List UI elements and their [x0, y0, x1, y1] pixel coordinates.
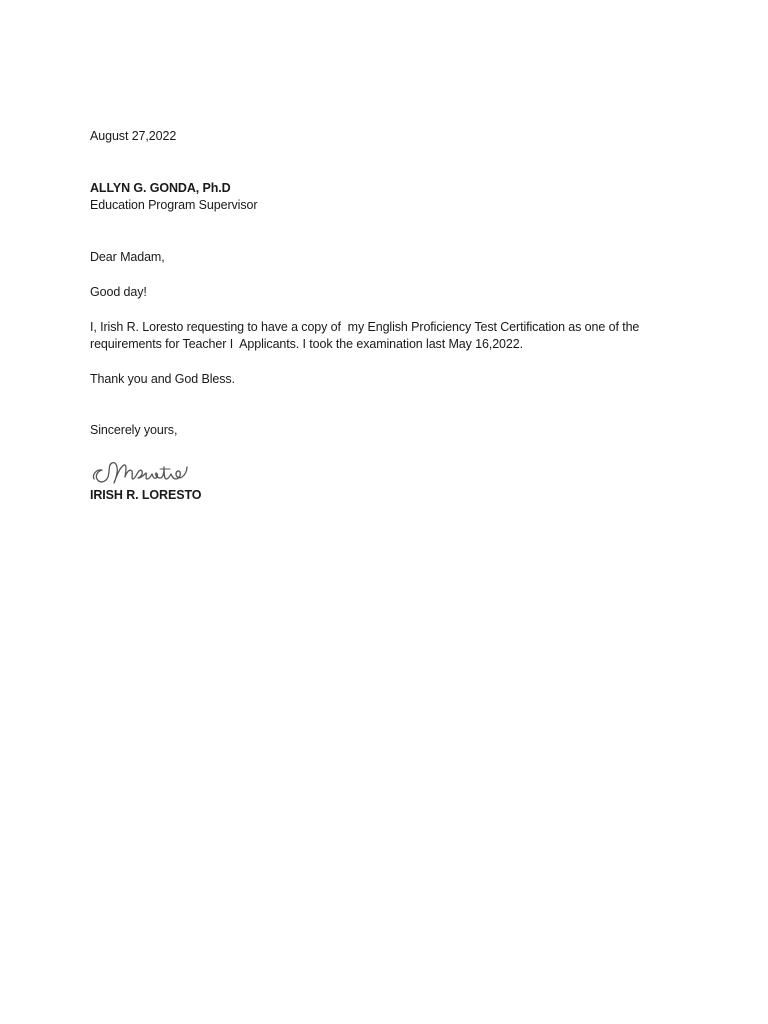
recipient-name: ALLYN G. GONDA, Ph.D — [90, 181, 231, 195]
salutation: Dear Madam, — [90, 250, 165, 264]
recipient-title: Education Program Supervisor — [90, 198, 258, 212]
greeting: Good day! — [90, 285, 147, 299]
letter-date: August 27,2022 — [90, 129, 177, 143]
closing-thanks: Thank you and God Bless. — [90, 372, 235, 386]
recipient-block — [90, 180, 690, 214]
letter-body — [90, 128, 690, 504]
body-line: I, Irish R. Loresto requesting to have a copy of my English Proficiency Test Certification as one of the — [90, 320, 640, 334]
handwritten-signature — [90, 457, 200, 489]
valediction: Sincerely yours, — [90, 423, 178, 437]
signer-name: IRISH R. LORESTO — [90, 488, 202, 502]
body-paragraph — [90, 319, 690, 353]
body-line: requirements for Teacher I Applicants. I took the examination last May 16,2022. — [90, 337, 523, 351]
signature-image — [90, 457, 690, 487]
